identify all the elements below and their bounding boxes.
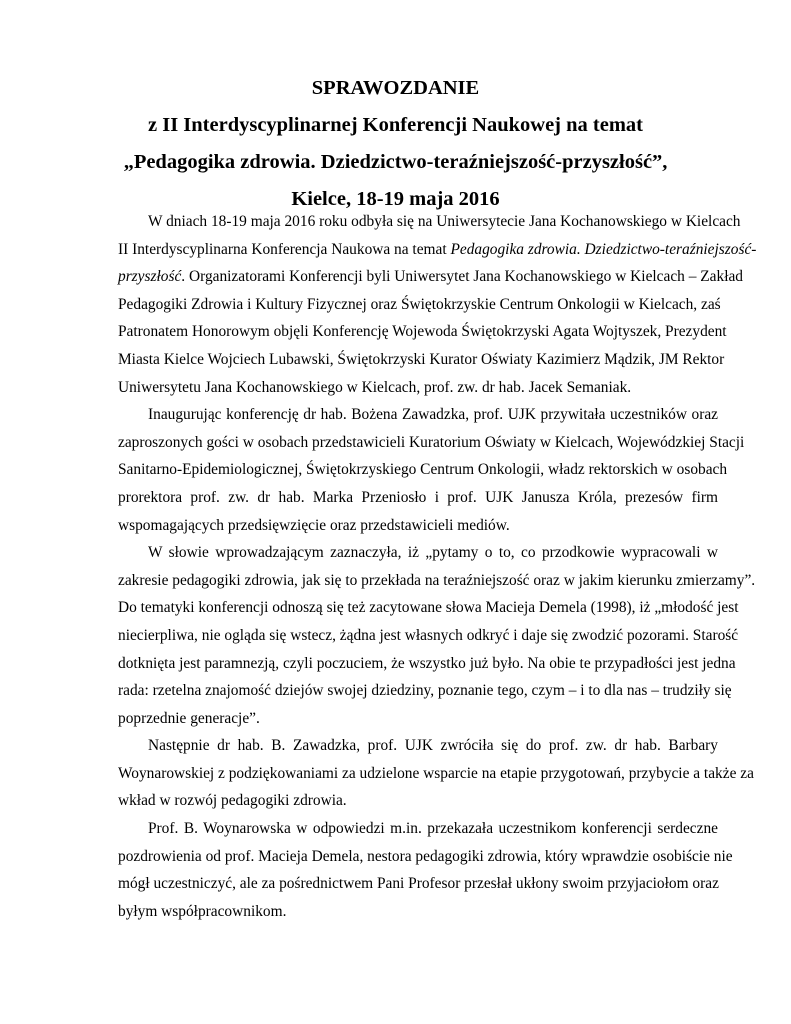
paragraph-line: wkład w rozwój pedagogiki zdrowia.	[118, 792, 347, 810]
report-header	[0, 70, 791, 218]
paragraph-1	[118, 208, 757, 401]
paragraph-3	[118, 539, 756, 732]
paragraph-line: zakresie pedagogiki zdrowia, jak się to przekłada na teraźniejszość oraz w jakim kierunku zmierzamy”.	[118, 571, 756, 589]
paragraph-line: Do tematyki konferencji odnoszą się też zacytowane słowa Macieja Demela (1998), iż „młodość jest	[118, 599, 739, 617]
paragraph-4	[118, 732, 754, 815]
conference-theme-italic: przyszłość	[118, 268, 182, 286]
conference-theme-italic: Pedagogika zdrowia. Dziedzictwo-teraźniejszość-	[450, 240, 757, 258]
paragraph-line: Pedagogiki Zdrowia i Kultury Fizycznej oraz Świętokrzyskie Centrum Onkologii w Kielcach, zaś	[118, 295, 721, 313]
paragraph-line: Następnie dr hab. B. Zawadzka, prof. UJK zwróciła się do prof. zw. dr hab. Barbary	[148, 737, 718, 755]
paragraph-line: byłym współpracownikom.	[118, 902, 287, 920]
report-subtitle: z II Interdyscyplinarnej Konferencji Naukowej na temat	[148, 114, 643, 136]
paragraph-line: wspomagających przedsięwzięcie oraz przedstawicieli mediów.	[118, 516, 510, 534]
paragraph-text: . Organizatorami Konferencji byli Uniwersytet Jana Kochanowskiego w Kielcach – Zakład	[181, 268, 743, 286]
paragraph-line: prorektora prof. zw. dr hab. Marka Przeniosło i prof. UJK Janusza Króla, prezesów firm	[118, 488, 718, 506]
paragraph-5	[118, 815, 733, 925]
conference-place-date: Kielce, 18-19 maja 2016	[291, 188, 500, 210]
paragraph-line	[118, 263, 743, 291]
report-title: SPRAWOZDANIE	[311, 77, 480, 99]
paragraph-line: Uniwersytetu Jana Kochanowskiego w Kielcach, prof. zw. dr hab. Jacek Semaniak.	[118, 378, 632, 396]
paragraph-line: W dniach 18-19 maja 2016 roku odbyła się na Uniwersytecie Jana Kochanowskiego w Kielcach	[148, 213, 741, 230]
paragraph-line: poprzednie generacje”.	[118, 709, 260, 727]
paragraph-line: Inaugurując konferencję dr hab. Bożena Zawadzka, prof. UJK przywitała uczestników oraz	[148, 406, 718, 424]
paragraph-line: niecierpliwa, nie ogląda się wstecz, żądna jest własnych odkryć i daje się zwodzić pozorami. Starość	[118, 626, 739, 644]
paragraph-line: Prof. B. Woynarowska w odpowiedzi m.in. przekazała uczestnikom konferencji serdeczne	[148, 820, 718, 838]
report-body	[118, 208, 757, 925]
paragraph-text: II Interdyscyplinarna Konferencja Naukowa na temat	[118, 240, 451, 258]
paragraph-line: mógł uczestniczyć, ale za pośrednictwem Pani Profesor przesłał ukłony swoim przyjaciołom oraz	[118, 875, 719, 893]
paragraph-line: dotknięta jest paramnezją, czyli poczuciem, że wszystko już było. Na obie te przypadłości jest jedna	[118, 654, 736, 672]
paragraph-line: zaproszonych gości w osobach przedstawicieli Kuratorium Oświaty w Kielcach, Wojewódzkiej Stacji	[118, 433, 745, 451]
paragraph-line: rada: rzetelna znajomość dziejów swojej dziedziny, poznanie tego, czym – i to dla nas – trudziły się	[118, 682, 732, 700]
paragraph-line: W słowie wprowadzającym zaznaczyła, iż „pytamy o to, co przodkowie wypracowali w	[148, 544, 718, 562]
paragraph-line: Patronatem Honorowym objęli Konferencję Wojewoda Świętokrzyski Agata Wojtyszek, Prezydent	[118, 323, 727, 341]
paragraph-2	[118, 401, 745, 539]
paragraph-line: pozdrowienia od prof. Macieja Demela, nestora pedagogiki zdrowia, który wprawdzie osobiście nie	[118, 847, 733, 865]
paragraph-line: Woynarowskiej z podziękowaniami za udzielone wsparcie na etapie przygotowań, przybycie a także za	[118, 764, 754, 782]
paragraph-line: Miasta Kielce Wojciech Lubawski, Świętokrzyski Kurator Oświaty Kazimierz Mądzik, JM Rektor	[118, 350, 725, 368]
conference-theme: „Pedagogika zdrowia. Dziedzictwo-teraźniejszość-przyszłość”,	[123, 151, 668, 173]
paragraph-line: Sanitarno-Epidemiologicznej, Świętokrzyskiego Centrum Onkologii, władz rektorskich w osobach	[118, 461, 728, 479]
paragraph-line	[118, 236, 757, 264]
